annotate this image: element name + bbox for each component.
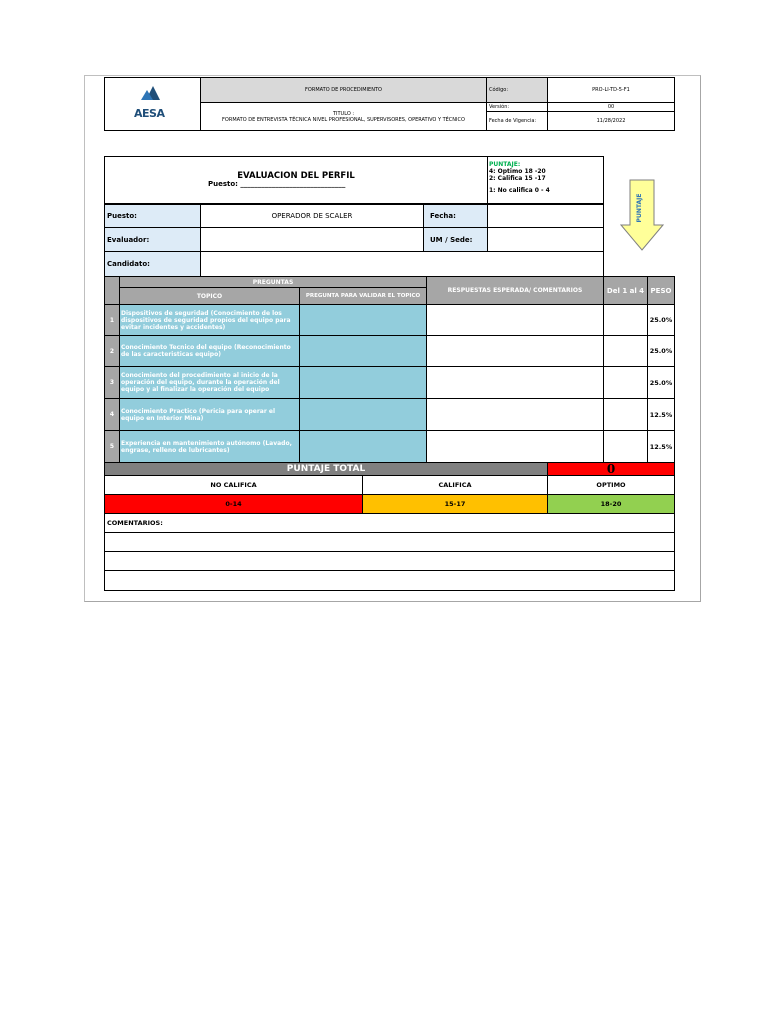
comentarios-line-1[interactable] — [104, 532, 675, 552]
row-4-respuesta[interactable] — [426, 398, 604, 431]
candidato-label: Candidato: — [104, 251, 201, 277]
evaluador-field[interactable] — [200, 227, 424, 252]
puntaje-line-1: 4: Optimo 18 -20 — [489, 168, 546, 175]
row-1-topico: Dispositivos de seguridad (Conocimiento de los dispositivos de seguridad propios del equipo para evitar incidentes y accidentes) — [119, 304, 300, 336]
row-4-number: 4 — [104, 398, 120, 431]
respuestas-header: RESPUESTAS ESPERADA/ COMENTARIOS — [426, 276, 604, 305]
row-2-respuesta[interactable] — [426, 335, 604, 367]
um-sede-label: UM / Sede: — [423, 227, 488, 252]
perfil-title: EVALUACION DEL PERFIL — [237, 171, 355, 181]
titulo-cell — [200, 102, 487, 131]
document-page — [84, 75, 701, 602]
perfil-title-cell — [104, 156, 488, 204]
row-5-score[interactable] — [603, 430, 648, 463]
row-2-topico: Conocimiento Tecnico del equipo (Reconocimiento de las caracteristicas equipo) — [119, 335, 300, 367]
row-3-topico: Conocimiento del procedimiento al inicio de la operación del equipo, durante la operación del equipo y al finalizar la operación del equipo — [119, 366, 300, 399]
row-5-topico: Experiencia en mantenimiento autónomo (Lavado, engrase, relleno de lubricantes) — [119, 430, 300, 463]
row-5-respuesta[interactable] — [426, 430, 604, 463]
puesto-value[interactable]: OPERADOR DE SCALER — [200, 204, 424, 228]
aesa-logo-icon — [133, 86, 173, 108]
num-header — [104, 276, 120, 305]
row-2-number: 2 — [104, 335, 120, 367]
row-2-pregunta[interactable] — [299, 335, 427, 367]
optimo-range: 18-20 — [547, 494, 675, 514]
perfil-puesto-line: Puesto: ______________________________ — [208, 180, 346, 188]
evaluador-label: Evaluador: — [104, 227, 201, 252]
formato-title: FORMATO DE PROCEDIMIENTO — [200, 77, 487, 103]
titulo-label: TITULO : — [332, 110, 355, 117]
row-1-score[interactable] — [603, 304, 648, 336]
puesto-label: Puesto: — [104, 204, 201, 228]
row-1-pregunta[interactable] — [299, 304, 427, 336]
version-label: Versión: — [486, 102, 548, 112]
puntaje-legend-cell — [487, 156, 604, 204]
row-4-peso: 12.5% — [647, 398, 675, 431]
no-califica-label: NO CALIFICA — [104, 475, 363, 495]
puntaje-total-value: 0 — [547, 462, 675, 476]
del-header: Del 1 al 4 — [603, 276, 648, 305]
preguntas-header: PREGUNTAS — [119, 276, 427, 288]
titulo-text: FORMATO DE ENTREVISTA TÉCNICA NIVEL PROFESIONAL, SUPERVISORES, OPERATIVO Y TÉCNICO — [222, 116, 465, 123]
row-1-number: 1 — [104, 304, 120, 336]
um-sede-field[interactable] — [487, 227, 604, 252]
version-value: 00 — [547, 102, 675, 112]
pregunta-validar-header: PREGUNTA PARA VALIDAR EL TOPICO — [299, 287, 427, 305]
candidato-field[interactable] — [200, 251, 604, 277]
califica-range: 15-17 — [362, 494, 548, 514]
row-2-peso: 25.0% — [647, 335, 675, 367]
topico-header: TOPICO — [119, 287, 300, 305]
codigo-label: Código: — [486, 77, 548, 103]
fecha-label: Fecha: — [423, 204, 488, 228]
row-5-peso: 12.5% — [647, 430, 675, 463]
peso-header: PESO — [647, 276, 675, 305]
header-logo-cell — [104, 77, 201, 131]
comentarios-line-2[interactable] — [104, 551, 675, 571]
comentarios-label: COMENTARIOS: — [104, 513, 675, 533]
codigo-value: PRO-LI-TD-5-F1 — [547, 77, 675, 103]
row-3-peso: 25.0% — [647, 366, 675, 399]
row-1-peso: 25.0% — [647, 304, 675, 336]
vigencia-value: 11/28/2022 — [547, 111, 675, 131]
row-3-number: 3 — [104, 366, 120, 399]
vigencia-label: Fecha de Vigencia: — [486, 111, 548, 131]
califica-label: CALIFICA — [362, 475, 548, 495]
comentarios-line-3[interactable] — [104, 570, 675, 591]
row-4-pregunta[interactable] — [299, 398, 427, 431]
row-3-score[interactable] — [603, 366, 648, 399]
row-3-respuesta[interactable] — [426, 366, 604, 399]
puntaje-title: PUNTAJE: — [489, 161, 521, 168]
row-4-topico: Conocimiento Practico (Pericia para operar el equipo en Interior Mina) — [119, 398, 300, 431]
row-5-number: 5 — [104, 430, 120, 463]
row-5-pregunta[interactable] — [299, 430, 427, 463]
row-4-score[interactable] — [603, 398, 648, 431]
row-1-respuesta[interactable] — [426, 304, 604, 336]
puntaje-line-2: 2: Califica 15 -17 — [489, 175, 546, 182]
puntaje-total-label: PUNTAJE TOTAL — [104, 462, 548, 476]
no-califica-range: 0-14 — [104, 494, 363, 514]
row-3-pregunta[interactable] — [299, 366, 427, 399]
optimo-label: OPTIMO — [547, 475, 675, 495]
logo-text: AESA — [134, 107, 165, 120]
row-2-score[interactable] — [603, 335, 648, 367]
fecha-field[interactable] — [487, 204, 604, 228]
arrow-label: PUNTAJE — [636, 193, 643, 223]
puntaje-line-3: 1: No califica 0 - 4 — [489, 187, 550, 194]
